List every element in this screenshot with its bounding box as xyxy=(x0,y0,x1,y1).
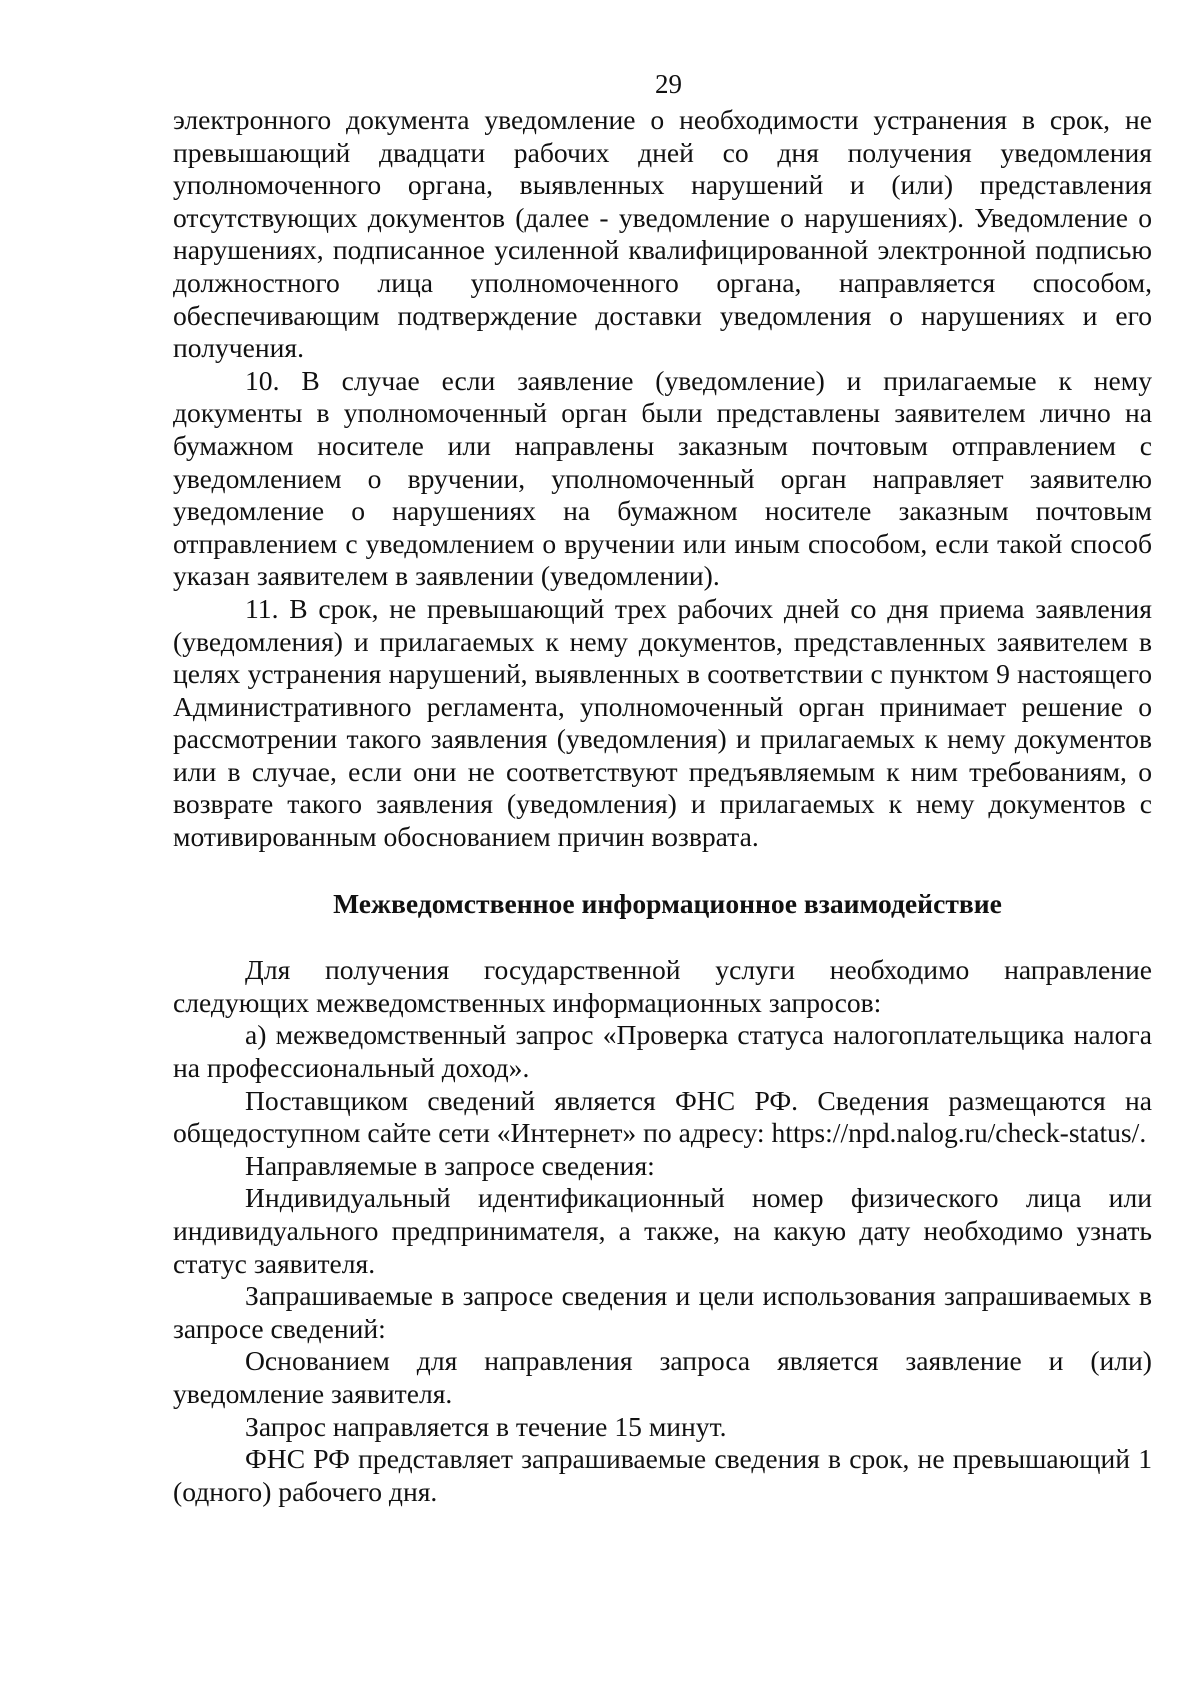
paragraph-request-basis: Основанием для направления запроса является заявление и (или) уведомление заявителя. xyxy=(173,1345,1152,1409)
paragraph-request-a: а) межведомственный запрос «Проверка статуса налогоплательщика налога на профессиональный доход». xyxy=(173,1019,1152,1084)
paragraph-item-11: 11. В срок, не превышающий трех рабочих дней со дня приема заявления (уведомления) и прилагаемых к нему документов, представленных заявителем в целях устранения нарушений, выявленных в соответствии с пунктом 9 настоящего Административного регламента, уполномоченный орган принимает решение о рассмотрении такого заявления (уведомления) и прилагаемых к нему документов или в случае, если они не соответствуют предъявляемым к ним требованиям, о возврате такого заявления (уведомления) и прилагаемых к нему документов с мотивированным обоснованием причин возврата. xyxy=(173,592,1152,853)
paragraph-notice-continuation: электронного документа уведомление о необходимости устранения в срок, не превышающий двадцати рабочих дней со дня получения уведомления уполномоченного органа, выявленных нарушений и (или) представления отсутствующих документов (далее - уведомление о нарушениях). Уведомление о нарушениях, подписанное усиленной квалифицированной электронной подписью должностного лица уполномоченного органа, направляется способом, обеспечивающим подтверждение доставки уведомления о нарушениях и его получения. xyxy=(173,104,1152,364)
paragraph-sent-data-label: Направляемые в запросе сведения: xyxy=(245,1149,655,1181)
paragraph-response-timing: ФНС РФ представляет запрашиваемые сведения в срок, не превышающий 1 (одного) рабочего дня. xyxy=(173,1443,1152,1507)
paragraph-interagency-requests: Для получения государственной услуги необходимо направление следующих межведомственных информационных запросов: xyxy=(173,954,1152,1018)
paragraph-request-timing: Запрос направляется в течение 15 минут. xyxy=(245,1410,727,1442)
paragraph-provider: Поставщиком сведений является ФНС РФ. Сведения размещаются на общедоступном сайте сети «Интернет» по адресу: https://npd.nalog.ru/check-status/. xyxy=(173,1084,1152,1149)
document-page xyxy=(173,68,1152,1508)
section-heading: Межведомственное информационное взаимодействие xyxy=(333,887,1002,919)
paragraph-item-10: 10. В случае если заявление (уведомление) и прилагаемые к нему документы в уполномоченный орган были представлены заявителем лично на бумажном носителе или направлены заказным почтовым отправлением с уведомлением о вручении, уполномоченный орган направляет заявителю уведомление о нарушениях на бумажном носителе заказным почтовым отправлением с уведомлением о вручении или иным способом, если такой способ указан заявителем в заявлении (уведомлении). xyxy=(173,364,1152,592)
page-number: 29 xyxy=(655,69,682,99)
paragraph-sent-data: Индивидуальный идентификационный номер физического лица или индивидуального предпринимателя, а также, на какую дату необходимо узнать статус заявителя. xyxy=(173,1182,1152,1279)
paragraph-requested-data-label: Запрашиваемые в запросе сведения и цели использования запрашиваемых в запросе сведений: xyxy=(173,1280,1152,1344)
